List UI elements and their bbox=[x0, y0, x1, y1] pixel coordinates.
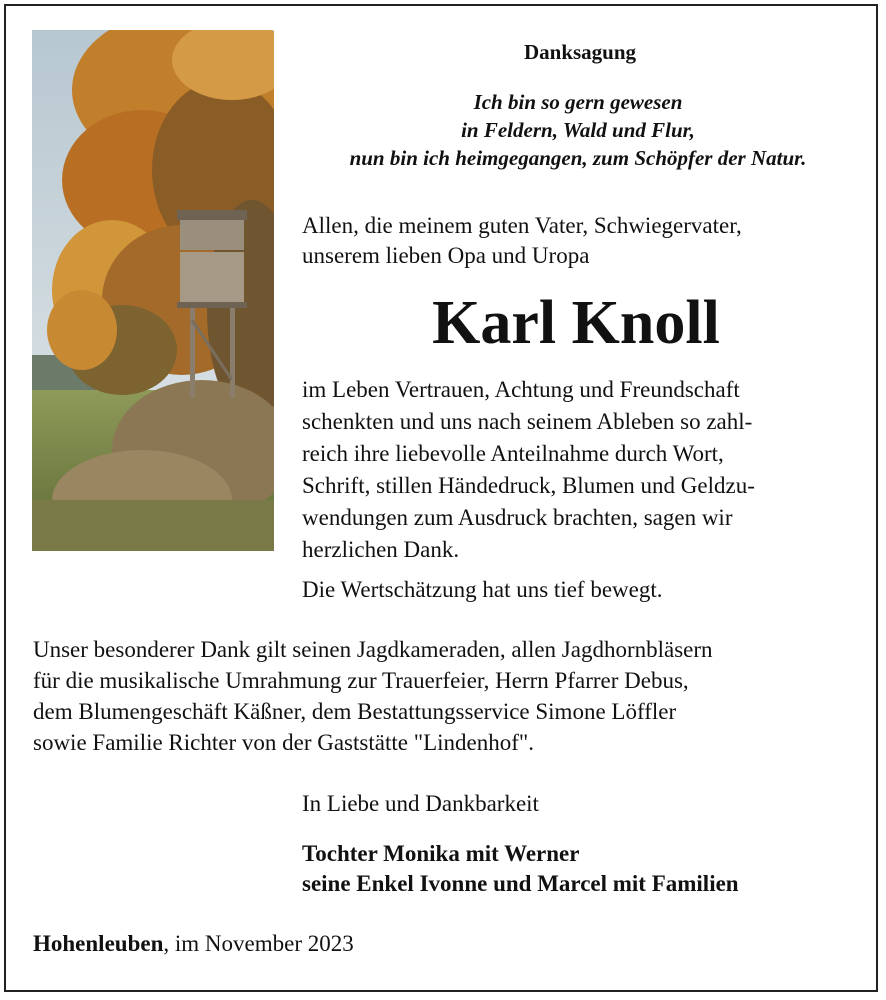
deceased-name: Karl Knoll bbox=[432, 289, 720, 357]
thanks-line: herzlichen Dank. bbox=[302, 537, 460, 562]
signers bbox=[302, 839, 739, 899]
poem-line: nun bin ich heimgegangen, zum Schöpfer der Natur. bbox=[349, 146, 807, 170]
poem-line: in Feldern, Wald und Flur, bbox=[461, 118, 695, 142]
thanks-line: Schrift, stillen Händedruck, Blumen und Geldzu- bbox=[302, 473, 755, 498]
special-thanks-line: für die musikalische Umrahmung zur Trauerfeier, Herrn Pfarrer Debus, bbox=[33, 668, 689, 693]
poem-line: Ich bin so gern gewesen bbox=[473, 90, 683, 114]
poem bbox=[296, 88, 860, 172]
hunting-stand-photo bbox=[32, 30, 274, 551]
signer-line: Tochter Monika mit Werner bbox=[302, 841, 580, 866]
heading: Danksagung bbox=[523, 40, 637, 64]
place: Hohenleuben bbox=[33, 931, 164, 956]
intro-line: unserem lieben Opa und Uropa bbox=[302, 243, 590, 268]
closing-line: In Liebe und Dankbarkeit bbox=[302, 791, 539, 816]
thanks-line: im Leben Vertrauen, Achtung und Freundschaft bbox=[302, 377, 740, 402]
special-thanks-line: dem Blumengeschäft Käßner, dem Bestattungsservice Simone Löffler bbox=[33, 699, 677, 724]
special-thanks-line: Unser besonderer Dank gilt seinen Jagdkameraden, allen Jagdhornbläsern bbox=[33, 637, 713, 662]
intro-text bbox=[302, 211, 862, 271]
moved-statement: Die Wertschätzung hat uns tief bewegt. bbox=[302, 577, 663, 602]
thanks-line: wendungen zum Ausdruck brachten, sagen wir bbox=[302, 505, 733, 530]
special-thanks bbox=[33, 634, 863, 758]
hunting-stand-illustration bbox=[32, 30, 274, 551]
place-date bbox=[33, 929, 354, 959]
special-thanks-line: sowie Familie Richter von der Gaststätte "Lindenhof". bbox=[33, 730, 535, 755]
signer-line: seine Enkel Ivonne und Marcel mit Familien bbox=[302, 871, 739, 896]
intro-line: Allen, die meinem guten Vater, Schwiegervater, bbox=[302, 213, 742, 238]
thanks-text bbox=[302, 374, 862, 566]
thanks-line: reich ihre liebevolle Anteilnahme durch Wort, bbox=[302, 441, 724, 466]
thanks-line: schenkten und uns nach seinem Ableben so zahl- bbox=[302, 409, 753, 434]
date: , im November 2023 bbox=[163, 931, 354, 956]
